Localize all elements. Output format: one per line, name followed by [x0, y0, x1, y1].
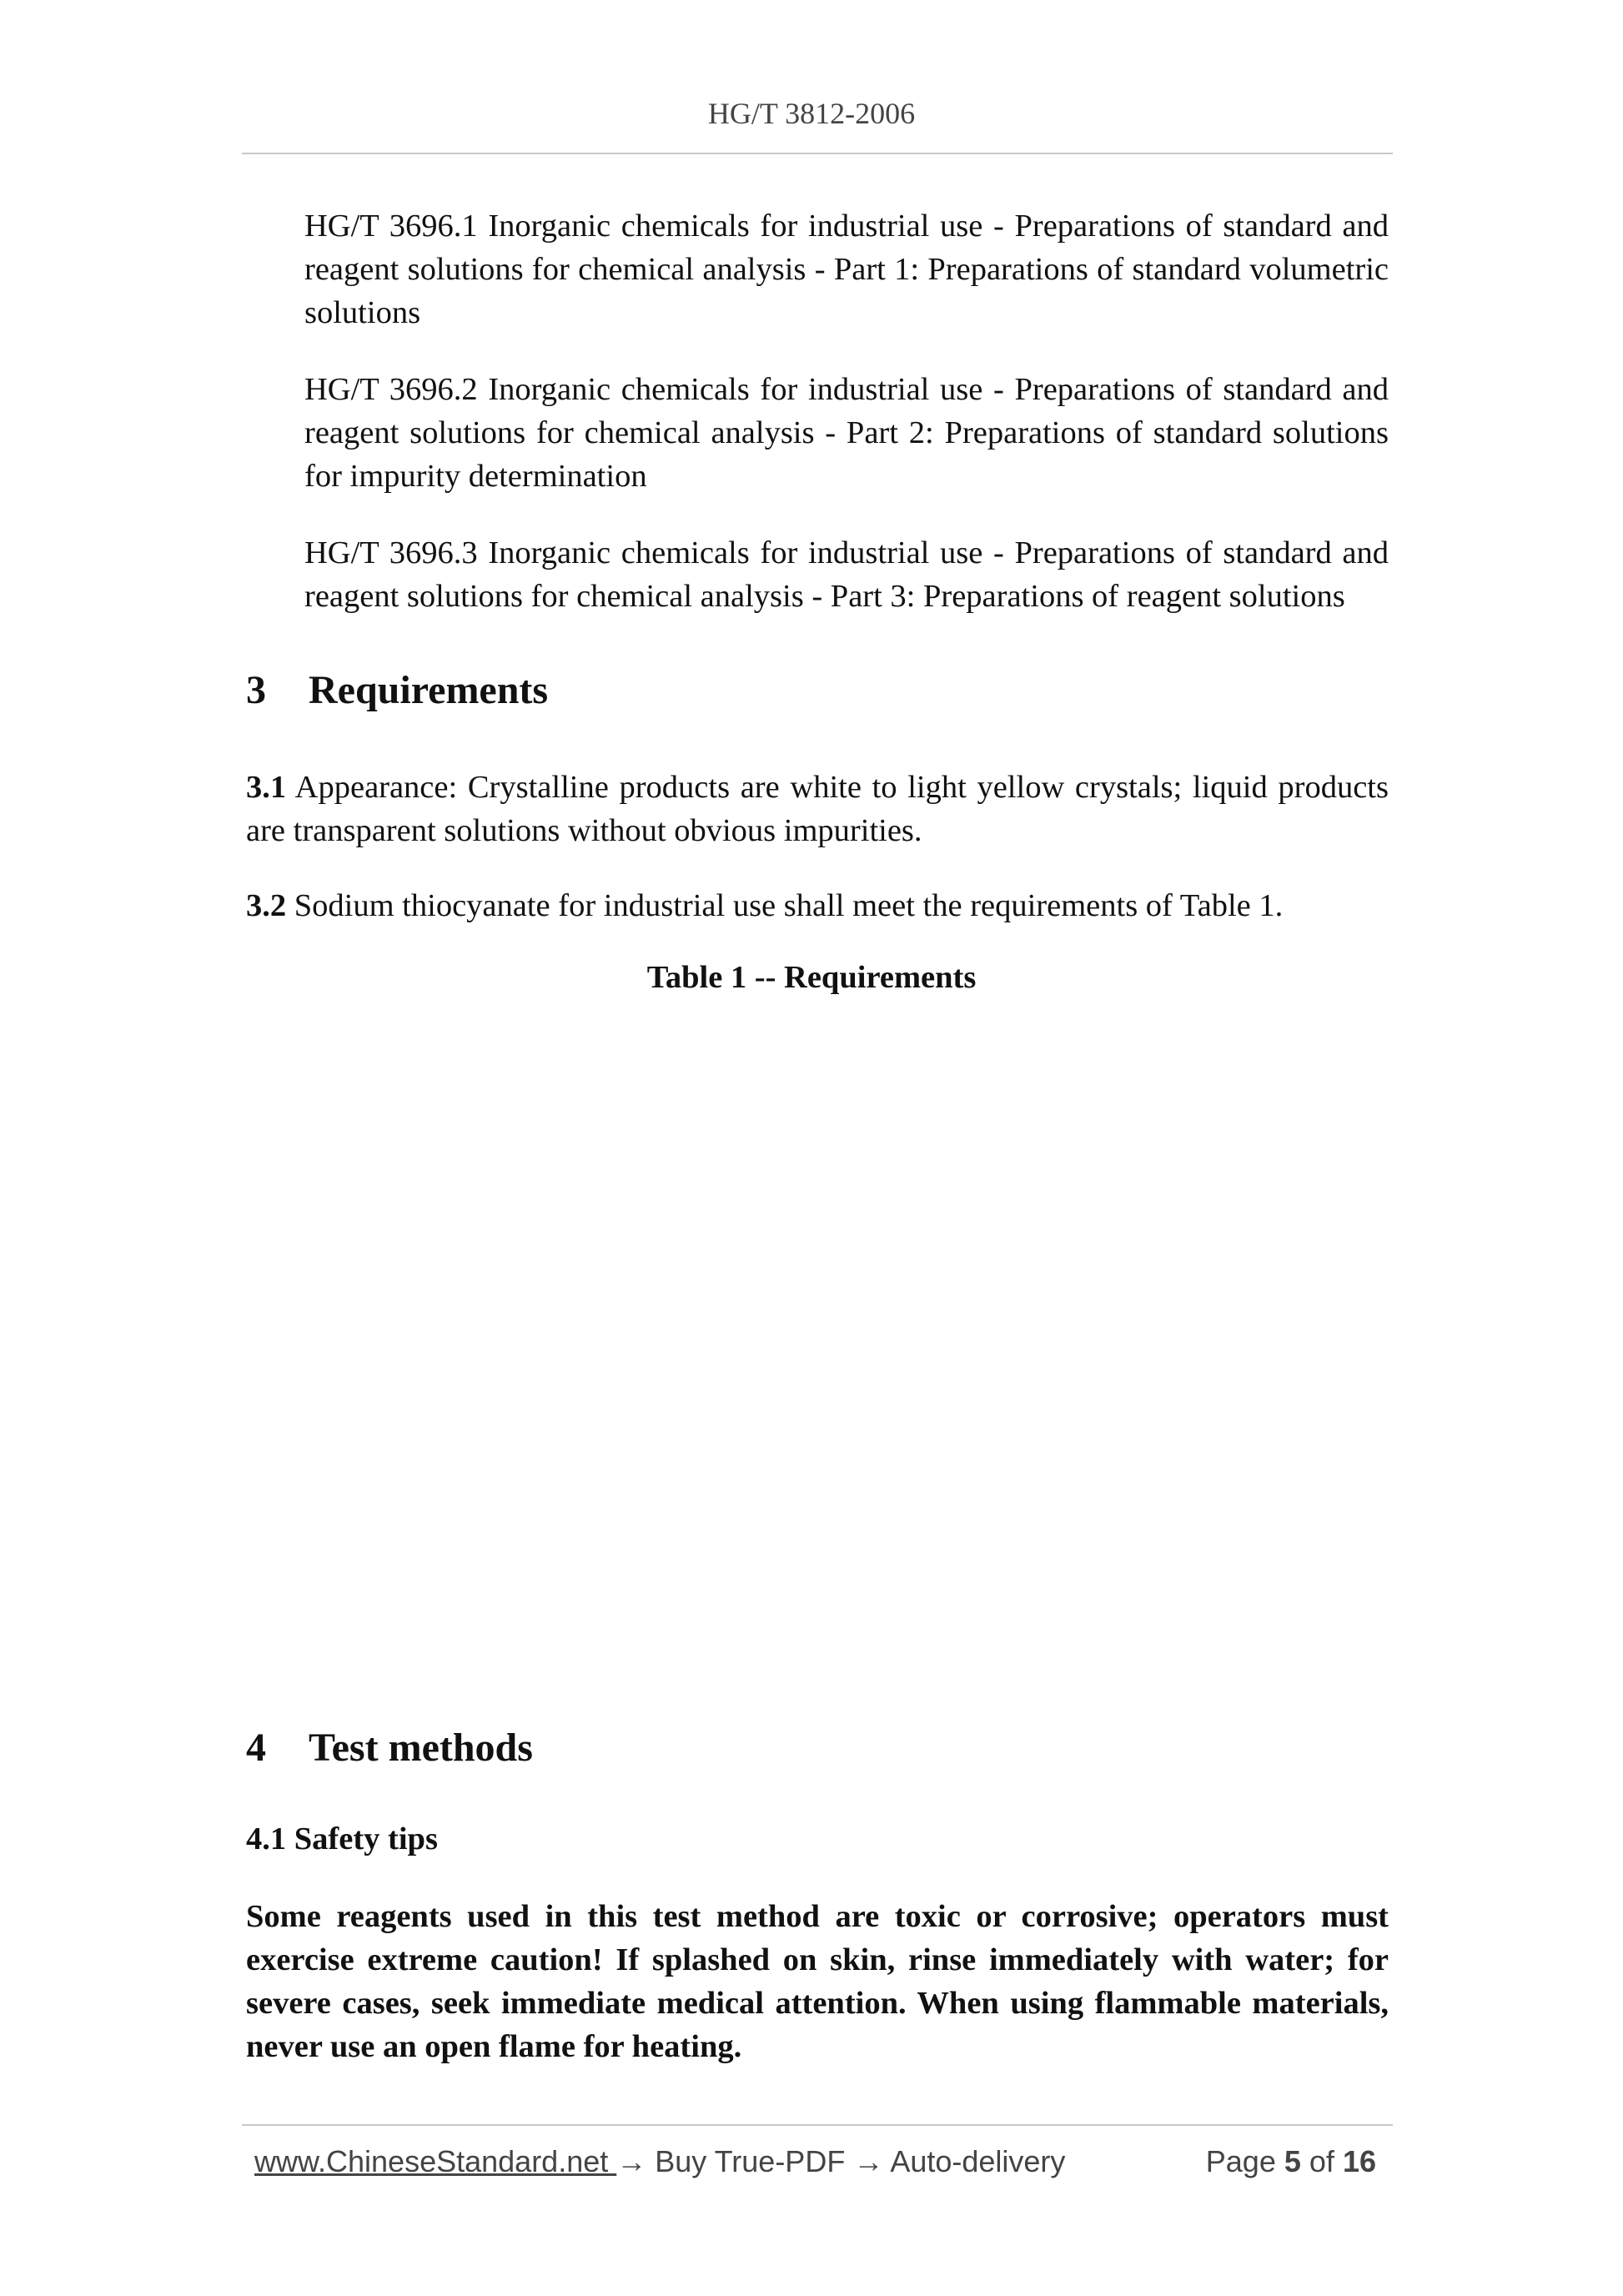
reference-item: HG/T 3696.2 Inorganic chemicals for industrial use - Preparations of standard and reagent solutions for chemical analysis - Part 2: Preparations of standard solutions for impurity determination	[304, 372, 1389, 494]
total-pages: 16	[1342, 2144, 1376, 2178]
section-title: Requirements	[309, 668, 549, 712]
clause-number: 3.1	[246, 770, 287, 805]
normative-references-list	[304, 204, 1389, 651]
footer-divider	[242, 2124, 1393, 2126]
document-header: HG/T 3812-2006	[707, 97, 916, 130]
current-page: 5	[1284, 2144, 1301, 2178]
section-title: Test methods	[309, 1726, 533, 1770]
page-footer	[254, 2144, 1376, 2186]
of-label: of	[1309, 2144, 1334, 2178]
page-number	[1206, 2144, 1376, 2179]
arrow-right-icon: →	[853, 2144, 884, 2178]
section-number: 4	[246, 1726, 266, 1770]
header-divider	[242, 153, 1393, 154]
arrow-right-icon: →	[616, 2144, 647, 2178]
table-placeholder-area	[246, 1017, 1389, 1668]
clause-number: 3.2	[246, 888, 287, 923]
footer-promo	[254, 2144, 1065, 2179]
table-caption: Table 1 -- Requirements	[646, 960, 977, 995]
buy-true-pdf-text: Buy True-PDF	[646, 2144, 854, 2178]
reference-item: HG/T 3696.3 Inorganic chemicals for industrial use - Preparations of standard and reagent solutions for chemical analysis - Part 3: Preparations of reagent solutions	[304, 535, 1389, 614]
subsection-heading-safety-tips: 4.1 Safety tips	[246, 1821, 438, 1856]
section-number: 3	[246, 668, 266, 712]
website-link[interactable]: www.ChineseStandard.net	[254, 2144, 617, 2178]
safety-warning-text: Some reagents used in this test method are toxic or corrosive; operators must exercise extreme caution! If splashed on skin, rinse immediately with water; for severe cases, seek immediate medical attention. When using flammable materials, never use an open flame for heating.	[246, 1899, 1389, 2064]
clause-3-2	[246, 884, 1389, 927]
clause-3-1	[246, 766, 1389, 852]
auto-delivery-text: Auto-delivery	[883, 2144, 1066, 2178]
clause-text: Appearance: Crystalline products are white to light yellow crystals; liquid products are transparent solutions without obvious impurities.	[246, 770, 1389, 848]
clause-text: Sodium thiocyanate for industrial use shall meet the requirements of Table 1.	[294, 888, 1284, 923]
page-label: Page	[1205, 2144, 1276, 2178]
section-heading-requirements	[246, 666, 548, 716]
section-heading-test-methods	[246, 1723, 533, 1773]
reference-item: HG/T 3696.1 Inorganic chemicals for industrial use - Preparations of standard and reagent solutions for chemical analysis - Part 1: Preparations of standard volumetric solutions	[304, 208, 1389, 330]
